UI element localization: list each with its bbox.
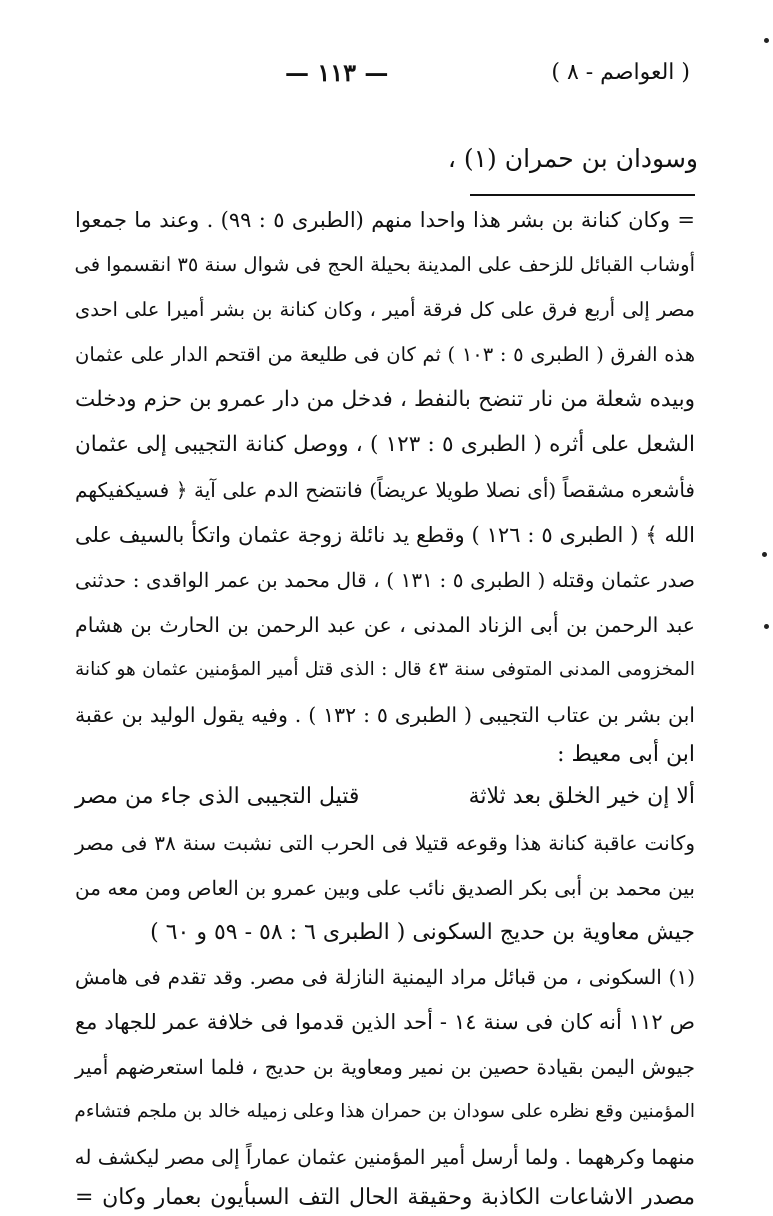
footnote-separator-rule [470, 194, 695, 196]
verse-first-hemistich: ألا إن خير الخلق بعد ثلاثة [468, 784, 695, 809]
scan-speck [762, 552, 767, 557]
running-title: ( العواصم - ٨ ) [551, 60, 690, 85]
page-header [80, 54, 690, 94]
scan-speck [764, 38, 769, 43]
verse-second-hemistich: قتيل التجيبى الذى جاء من مصر [75, 784, 360, 809]
footnote-line: (١) السكونى ، من قبائل مراد اليمنية النازلة فى مصر. وقد تقدم فى هامش [75, 965, 695, 989]
footnote-line: جيوش اليمن بقيادة حصين بن نمير ومعاوية بن حديج ، فلما استعرضهم أمير [75, 1055, 695, 1079]
body-line: صدر عثمان وقتله ( الطبرى ٥ : ١٣١ ) ، قال محمد بن عمر الواقدى : حدثنى [75, 568, 695, 592]
footnote-line: منهما وكرههما . ولما أرسل أمير المؤمنين عثمان عماراً إلى مصر ليكشف له [74, 1145, 695, 1169]
page-number: — ١١٣ — [285, 58, 389, 87]
body-line: بين محمد بن أبى بكر الصديق نائب على وبين عمرو بن العاص ومن معه من [75, 876, 695, 900]
body-line: فأشعره مشقصاً (أى نصلا طويلا عريضاً) فانتضح الدم على آية ﴿ فسيكفيكهم [75, 478, 695, 502]
body-line: ابن بشر بن عتاب التجيبى ( الطبرى ٥ : ١٣٢ ) . وفيه يقول الوليد بن عقبة [75, 703, 695, 727]
body-line: المخزومى المدنى المتوفى سنة ٤٣ قال : الذى قتل أمير المؤمنين عثمان هو كنانة [75, 659, 695, 680]
scan-speck [764, 624, 769, 629]
body-line: أوشاب القبائل للزحف على المدينة بحيلة الحج فى شوال سنة ٣٥ انقسموا فى [74, 253, 695, 276]
poetry-verse [75, 782, 695, 812]
continued-text-line: وسودان بن حمران (١) ، [447, 144, 698, 173]
body-line: عبد الرحمن بن أبى الزناد المدنى ، عن عبد الرحمن بن الحارث بن هشام [75, 613, 695, 637]
body-line: جيش معاوية بن حديج السكونى ( الطبرى ٦ : ٥٨ - ٥٩ و ٦٠ ) [150, 920, 695, 945]
body-line: هذه الفرق ( الطبرى ٥ : ١٠٣ ) ثم كان فى طليعة من اقتحم الدار على عثمان [75, 343, 695, 366]
body-line: وكانت عاقبة كنانة هذا وقوعه قتيلا فى الحرب التى نشبت سنة ٣٨ فى مصر [75, 831, 695, 855]
body-line: = وكان كنانة بن بشر هذا واحدا منهم (الطبرى ٥ : ٩٩) . وعند ما جمعوا [75, 208, 696, 232]
body-line: الله ﴾ ( الطبرى ٥ : ١٢٦ ) وقطع يد نائلة زوجة عثمان واتكأ بالسيف على [75, 523, 695, 547]
body-line: ابن أبى معيط : [557, 742, 695, 767]
body-line: وبيده شعلة من نار تنضح بالنفط ، فدخل من دار عمرو بن حزم ودخلت [75, 387, 695, 412]
footnote-line: مصدر الاشاعات الكاذبة وحقيقة الحال التف السبأيون بعمار وكان = [75, 1185, 695, 1210]
body-line: الشعل على أثره ( الطبرى ٥ : ١٢٣ ) ، ووصل كنانة التجيبى إلى عثمان [75, 432, 695, 457]
footnote-line: المؤمنين وقع نظره على سودان بن حمران هذا وعلى زميله خالد بن ملجم فتشاءم [74, 1101, 695, 1122]
body-line: مصر إلى أربع فرق على كل فرقة أمير ، وكان كنانة بن بشر أميرا على احدى [75, 298, 695, 321]
footnote-line: ص ١١٢ أنه كان فى سنة ١٤ - أحد الذين قدموا فى خلافة عمر للجهاد مع [75, 1010, 695, 1034]
